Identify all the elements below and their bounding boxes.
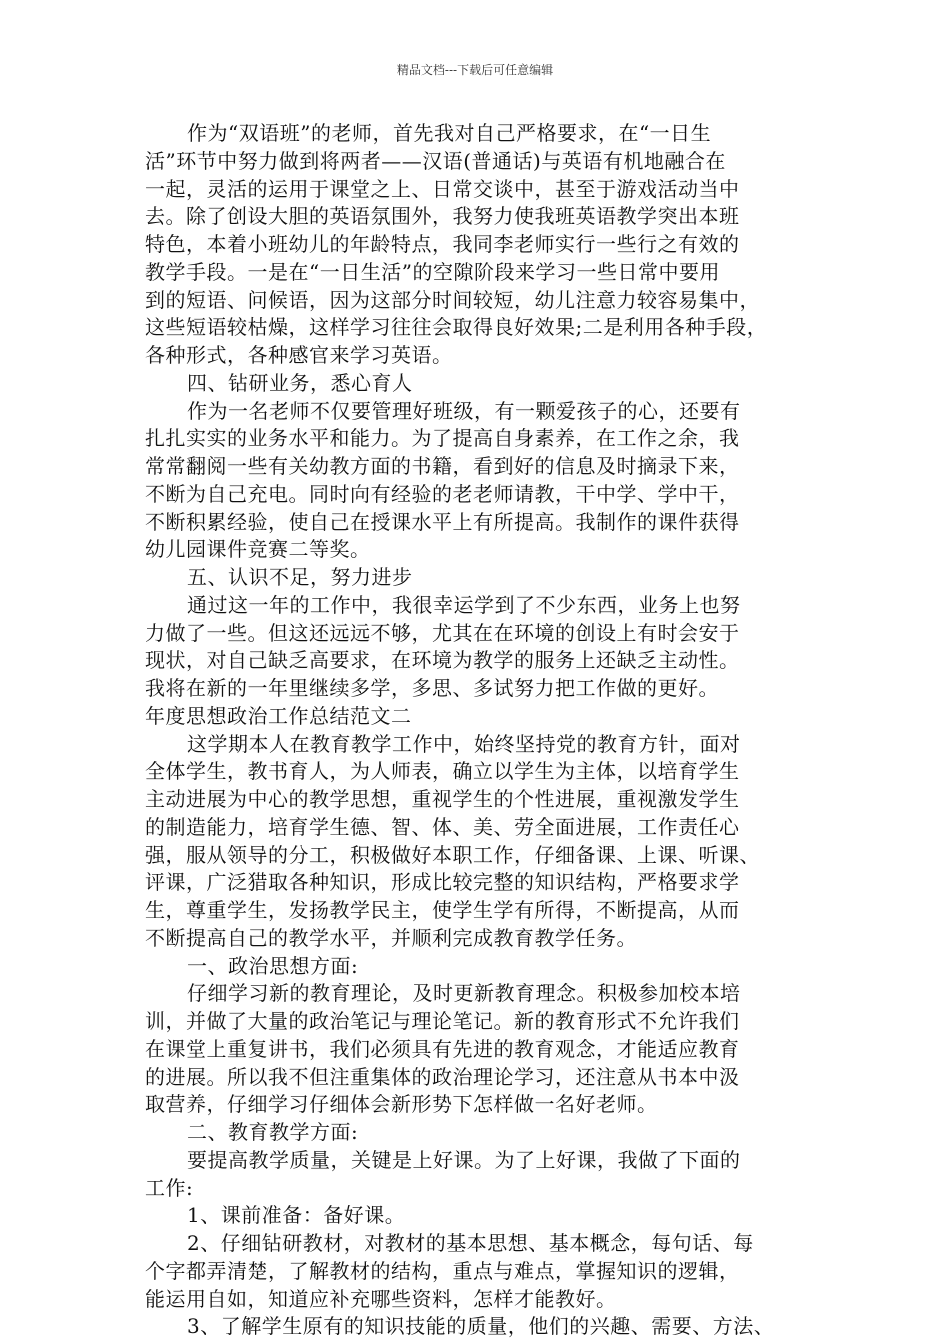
text-line: 现状，对自己缺乏高要求，在环境为教学的服务上还缺乏主动性。 <box>145 648 740 673</box>
text-line: 2、仔细钻研教材，对教材的基本思想、基本概念，每句话、每 <box>187 1231 754 1255</box>
text-line: 二、教育教学方面: <box>187 1120 359 1144</box>
text-line: 的进展。所以我不但注重集体的政治理论学习，还注意从书本中汲 <box>145 1064 740 1089</box>
text-line: 个字都弄清楚，了解教材的结构，重点与难点，掌握知识的逻辑， <box>145 1258 740 1283</box>
text-line: 一起，灵活的运用于课堂之上、日常交谈中，甚至于游戏活动当中 <box>145 176 740 201</box>
text-line: 主动进展为中心的教学思想，重视学生的个性进展，重视激发学生 <box>145 787 740 811</box>
page-header: 精品文档---下载后可任意编辑 <box>396 63 554 77</box>
text-line: 年度思想政治工作总结范文二 <box>145 703 412 728</box>
text-line: 要提高教学质量，关键是上好课。为了上好课，我做了下面的 <box>187 1147 741 1172</box>
text-line: 3、了解学生原有的知识技能的质量，他们的兴趣、需要、方法、 <box>187 1314 775 1339</box>
document-body <box>145 120 825 1341</box>
text-line: 的制造能力，培育学生德、智、体、美、劳全面进展，工作责任心 <box>145 814 740 839</box>
text-line: 我将在新的一年里继续多学，多思、多试努力把工作做的更好。 <box>145 676 719 700</box>
text-line: 作为一名老师不仅要管理好班级，有一颗爱孩子的心，还要有 <box>187 398 741 423</box>
text-line: 一、政治思想方面: <box>187 953 359 978</box>
text-line: 全体学生，教书育人，为人师表，确立以学生为主体，以培育学生 <box>145 759 740 784</box>
text-line: 五、认识不足，努力进步 <box>187 565 413 589</box>
text-line: 四、钻研业务，悉心育人 <box>187 370 413 395</box>
text-line: 幼儿园课件竞赛二等奖。 <box>145 537 371 562</box>
text-line: 这学期本人在教育教学工作中，始终坚持党的教育方针，面对 <box>187 731 741 756</box>
text-line: 训，并做了大量的政治笔记与理论笔记。新的教育形式不允许我们 <box>145 1009 740 1033</box>
text-line: 这些短语较枯燥，这样学习往往会取得良好效果;二是利用各种手段， <box>145 315 768 340</box>
text-line: 各种形式，各种感官来学习英语。 <box>145 343 453 367</box>
text-line: 仔细学习新的教育理论，及时更新教育理念。积极参加校本培 <box>187 981 741 1006</box>
text-line: 强，服从领导的分工，积极做好本职工作，仔细备课、上课、听课、 <box>145 842 760 867</box>
text-line: 作为“双语班”的老师，首先我对自己严格要求，在“一日生 <box>187 121 712 145</box>
text-line: 到的短语、问候语，因为这部分时间较短，幼儿注意力较容易集中， <box>145 287 760 312</box>
text-line: 不断积累经验，使自己在授课水平上有所提高。我制作的课件获得 <box>145 509 740 534</box>
text-line: 不断为自己充电。同时向有经验的老老师请教，干中学、学中干， <box>145 481 740 506</box>
text-line: 扎扎实实的业务水平和能力。为了提高自身素养，在工作之余，我 <box>145 426 740 451</box>
text-line: 取营养，仔细学习仔细体会新形势下怎样做一名好老师。 <box>145 1092 658 1117</box>
text-line: 生，尊重学生，发扬教学民主，使学生学有所得，不断提高，从而 <box>145 898 740 922</box>
text-line: 教学手段。一是在“一日生活”的空隙阶段来学习一些日常中要用 <box>145 259 720 284</box>
text-line: 特色，本着小班幼儿的年龄特点，我同李老师实行一些行之有效的 <box>145 232 740 256</box>
text-line: 不断提高自己的教学水平，并顺利完成教育教学任务。 <box>145 925 637 950</box>
text-line: 去。除了创设大胆的英语氛围外，我努力使我班英语教学突出本班 <box>145 204 740 229</box>
text-line: 评课，广泛猎取各种知识，形成比较完整的知识结构，严格要求学 <box>145 870 740 895</box>
text-line: 力做了一些。但这还远远不够，尤其在在环境的创设上有时会安于 <box>145 620 740 645</box>
text-line: 活”环节中努力做到将两者——汉语(普通话)与英语有机地融合在 <box>145 148 726 173</box>
text-line: 能运用自如，知道应补充哪些资料，怎样才能教好。 <box>145 1286 617 1311</box>
text-line: 常常翻阅一些有关幼教方面的书籍，看到好的信息及时摘录下来， <box>145 454 740 478</box>
text-line: 在课堂上重复讲书，我们必须具有先进的教育观念，才能适应教育 <box>145 1036 740 1061</box>
text-line: 1、课前准备：备好课。 <box>187 1203 406 1228</box>
text-line: 工作: <box>145 1175 194 1200</box>
text-line: 通过这一年的工作中，我很幸运学到了不少东西，业务上也努 <box>187 592 741 617</box>
